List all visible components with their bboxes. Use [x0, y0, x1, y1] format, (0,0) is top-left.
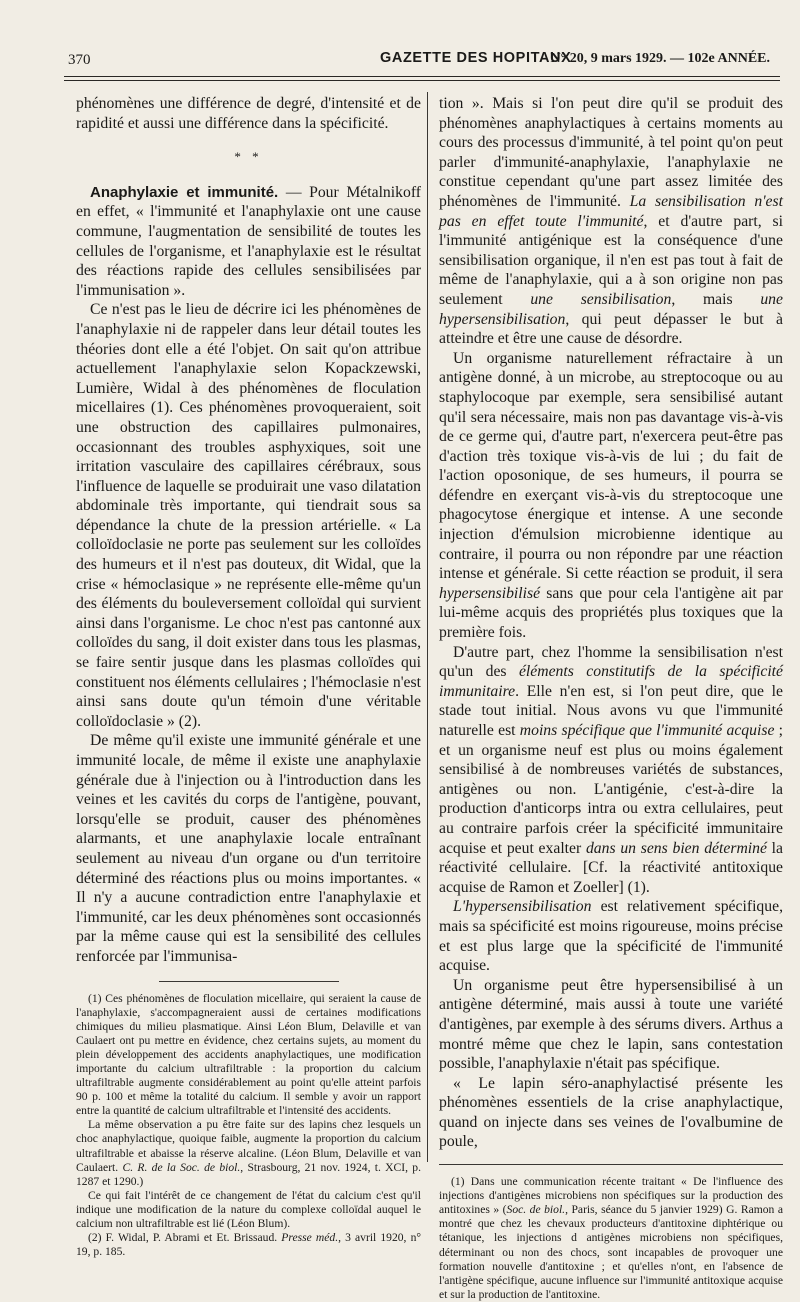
column-divider: [427, 92, 428, 1162]
section-heading: Anaphylaxie et immunité.: [90, 183, 279, 201]
emphasis: L'hypersensibilisation: [453, 898, 592, 916]
footnote-1: (1) Ces phénomènes de floculation micellaire, qui seraient la cause de l'anaphylaxie, s'accompagneraient aussi de certaines modifications chimiques du milieu plasmatique. Ainsi Léon Blum, Delaville et van Caulaert ont pu mettre en évidence, chez certains sujets, au moment du plein développement des accidents anaphylactiques, une modification importante du calcium ultrafiltrable : la proportion du calcium ultrafiltrable augmente considérablement au point qu'elle atteint parfois 90 p. 100 et même la totalité du calcium. Il semble y avoir un rapport entre la quantité de calcium ultrafiltrable et l'intensité des accidents.: [76, 991, 421, 1118]
footnote-2: [76, 1231, 421, 1259]
paragraph: Ce n'est pas le lieu de décrire ici les phénomènes de l'anaphylaxie ni de rappeler dans leur détail toutes les théories dont elle a été l'objet. On sait qu'on attribue actuellement l'anaphylaxie selon Kopackzewski, Lumière, Widal à des phénomènes de floculation micellaires (1). Ces phénomènes provoqueraient, soit une obstruction des capillaires pulmonaires, occasionnant des troubles asphyxiques, soit une irritation vasculaire des capillaires cérébraux, sous l'influence de laquelle se produirait une vaso dilatation abdominale très importante, qui tiendrait sous sa dépendance la chute de la pression artérielle. « La colloïdoclasie ne porte pas seulement sur les colloïdes des humeurs et il n'est pas douteux, dit Widal, que la crise « hémoclasique » ne représente elle-même qu'un des éléments du bouleversement colloïdal qui survient ainsi dans l'organisme. Le choc n'est pas cantonné aux colloïdes du sang, il doit exister dans tous les plasmas, se faire sentir jusque dans les plasmas colloïdes qui constituent nos éléments cellulaires ; l'hémoclasie n'est ainsi sans doute qu'un témoin d'une véritable colloïdoclasie » (2).: [76, 301, 421, 730]
header-rule-thin: [64, 80, 780, 81]
paragraph: [439, 643, 783, 898]
paragraph-text: la réactivité cellulaire. [Cf. la réactivité antitoxique acquise de Ramon et Zoeller] (1).: [439, 839, 784, 896]
paragraph: De même qu'il existe une immunité générale et une immunité locale, de même il existe une anaphylaxie générale due à l'injection ou à l'introduction dans les veines et les cavités du corps de l'antigène, pouvant, lorsqu'elle se produit, causer des phénomènes alarmants, et une anaphylaxie locale entraînant seulement au niveau d'un organe ou d'un territoire déterminé des réactions plus ou moins importantes. « Il n'y a aucune contradiction entre l'anaphylaxie et l'immunité, car les deux phénomènes sont occasionnés par la même cause qui est la sensibilité des cellules renforcée par l'immunisa-: [76, 732, 421, 965]
paragraph-text: . Elle n'en est, si l'on peut dire, que le stade tout initial. Nous avons vu que l'immunité naturelle est: [439, 682, 783, 739]
footnote-text: (2) F. Widal, P. Abrami et Et. Brissaud.: [88, 1231, 282, 1245]
footnote-rule: [159, 981, 339, 982]
left-column: [76, 94, 421, 1259]
paragraph: « Le lapin séro-anaphylactisé présente les phénomènes essentiels de la crise anaphylactique, quand on injecte dans ses veines de l'ovalbumine de poule,: [439, 1074, 783, 1151]
footnote-text: La même observation a pu être faite sur des lapins chez lesquels un choc anaphylactique, quoique faible, augmente la proportion du calcium ultrafiltrable et abaisse la réserve alcaline. (Léon Blum, Delaville et van Caulaert.: [76, 1118, 421, 1174]
page-number: 370: [68, 52, 91, 68]
paragraph-text: D'autre part, chez l'homme la sensibilisation n'est qu'un des: [439, 643, 783, 681]
header-rule: [64, 76, 780, 77]
paragraph-text: tion ». Mais si l'on peut dire qu'il se produit des phénomènes anaphylactiques à certains moments au cours des processus d'immunité, à tel point qu'on peut parler d'immunité-anaphylaxie, l'anaphylaxie ne constitue cependant qu'une part assez limitée des phénomènes de l'immunité.: [439, 95, 783, 210]
paragraph: [439, 897, 783, 975]
issue-date: N° 20, 9 mars 1929. — 102e ANNÉE.: [550, 51, 770, 66]
footnote-text: , Paris, séance du 5 janvier 1929) G. Ramon a montré que chez les chevaux producteurs d'antitoxine diphtérique ou tétanique, les injections d antigènes microbiens non spécifiques, déterminant ou non des chocs, sont incapables de provoquer une formation nouvelle d'antitoxine ; et qu'elles n'ont, en l'absence de l'antigène spécifique, aucune influence sur l'immunité antitoxique acquise et sur la production de l'antitoxine.: [439, 1203, 784, 1301]
paragraph: [76, 183, 421, 301]
footnote-text: (1) Dans une communication récente traitant « De l'influence des injections d'antigènes microbiens non spécifiques sur la production des antitoxines » (: [439, 1175, 783, 1217]
paragraph-text: ; et un organisme neuf est plus ou moins également sensibilisé à de nombreuses variétés de substances, antigènes ou non. L'antigénie, c'est-à-dire la production d'anticorps intra ou extra cellulaires, peut au contraire parfois créer la spécificité immunitaire acquise et peut exalter: [439, 722, 784, 857]
emphasis: une sensibilisation: [530, 290, 672, 308]
footnote-1c: Ce qui fait l'intérêt de ce changement de l'état du calcium c'est qu'il indique une modification de la nature du complexe colloïdal auquel le calcium non ultrafiltrable est lié (Léon Blum).: [76, 1188, 421, 1231]
footnote-citation: Presse méd.: [281, 1231, 339, 1245]
footnote-citation: C. R. de la Soc. de biol.: [122, 1160, 241, 1174]
page-header: [40, 48, 780, 70]
emphasis: une hypersensibilisation: [439, 290, 783, 328]
emphasis: éléments constitutifs de la spécificité immunitaire: [439, 663, 783, 700]
emphasis: moins spécifique que l'immunité acquise: [519, 722, 775, 739]
paragraph-text: , et d'autre part, si l'immunité antigénique est la conséquence d'une sensibilisation organique, il n'en est pas tout à fait de même de l'anaphylaxie, qui a à son origine non pas seulement: [439, 212, 783, 308]
footnote-citation: Soc. de biol.: [506, 1203, 566, 1217]
paragraph-text: , mais: [671, 290, 761, 308]
emphasis: La sensibilisation n'est pas en effet toute l'immunité: [439, 192, 783, 230]
paragraph: Un organisme peut être hypersensibilisé à un antigène déterminé, mais aussi à toute une variété d'antigènes, par exemple à des sérums divers. Arthus a montré même que chez le lapin, sans contestation possible, l'anaphylaxie n'était pas spécifique.: [439, 976, 783, 1073]
paragraph: [439, 94, 783, 349]
section-separator: * *: [234, 149, 263, 165]
emphasis: hypersensibilisé: [439, 584, 541, 602]
paragraph-text: est relativement spécifique, mais sa spécificité est moins rigoureuse, moins précise et est plus large que la spécificité de l'immunité acquise.: [439, 898, 783, 975]
footnote-1: [439, 1175, 783, 1302]
right-column: [439, 94, 783, 1302]
footnotes-right: [439, 1175, 783, 1302]
footnote-text: , 3 avril 1920, n° 19, p. 185.: [76, 1231, 422, 1259]
emphasis: dans un sens bien déterminé: [585, 839, 767, 857]
paragraph-text: — Pour Métalnikoff en effet, « l'immunité et l'anaphylaxie ont une cause commune, l'augmentation de sensibilité de toutes les cellules de l'organisme, et l'anaphylaxie est le résultat des réactions rapide des cellules sensibilisées par l'immunisation ».: [76, 183, 421, 299]
footnote-1b: [76, 1118, 421, 1188]
journal-title: GAZETTE DES HOPITAUX: [380, 50, 572, 66]
paragraph-text: , qui peut dépasser le but à atteindre et être une cause de désordre.: [439, 310, 783, 348]
footnotes-left: [76, 992, 421, 1260]
footnote-rule: [439, 1164, 783, 1165]
paragraph-text: Un organisme naturellement réfractaire à un antigène donné, à un microbe, au streptocoque ou au staphylocoque par exemple, sera sensibilisé autant qu'il sera nécessaire, mais non pas davantage vis-à-vis de ce germe qui, d'autre part, n'exercera peut-être pas d'action très toxique vis-à-vis de lui ; du fait de l'action oposonique, de ses humeurs, il pourra se défendre en exerçant vis-à-vis du streptocoque une phagocytose énergique et intense. A une seconde injection d'émulsion microbienne identique au contraire, il pourra ou non répondre par une réaction intense et générale. Si cette réaction se produit, il sera: [439, 349, 783, 583]
paragraph-text: sans que pour cela l'antigène ait par lui-même acquis des propriétés plus toxiques que la première fois.: [439, 584, 783, 642]
intro-paragraph: phénomènes une différence de degré, d'intensité et de rapidité et aussi une différence dans la spécificité.: [76, 95, 421, 132]
footnote-text: , Strasbourg, 21 nov. 1924, t. XCI, p. 1287 et 1290.): [76, 1160, 421, 1188]
paragraph: [439, 349, 783, 643]
